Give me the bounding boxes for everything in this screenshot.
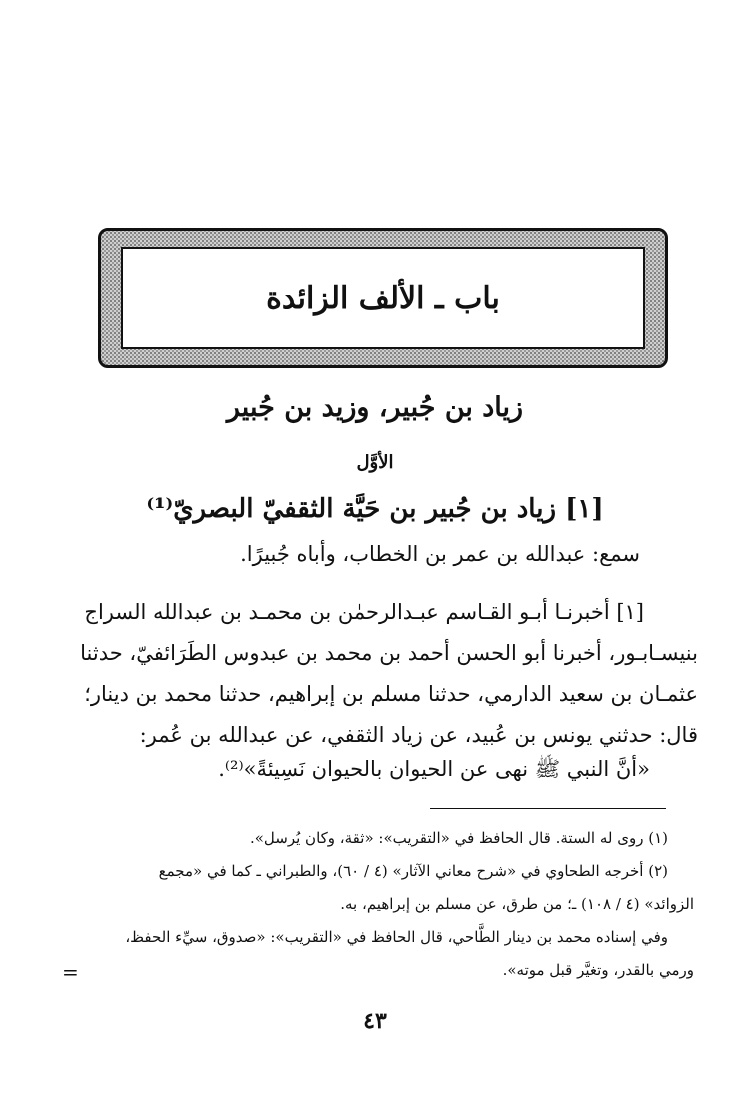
narration-line: بنيسـابـور، أخبرنا أبو الحسن أحمد بن محمد بن عبدوس الطَرَائفيّ، حدثنا [80, 641, 698, 665]
chapter-title-panel [121, 247, 645, 349]
hadith-text: «أنَّ النبي ﷺ نهى عن الحيوان بالحيوان نَسِيئةً»⁽²⁾. [218, 757, 650, 781]
narration-line: قال: حدثني يونس بن عُبيد، عن زياد الثقفي، عن عبدالله بن عُمر: [139, 723, 698, 747]
footnote-line: (٢) أخرجه الطحاوي في «شرح معاني الآثار» (٤ / ٦٠)، والطبراني ـ كما في «مجمع [158, 862, 668, 880]
footnote-line: وفي إسناده محمد بن دينار الطَّاحي، قال الحافظ في «التقريب»: «صدوق، سيِّء الحفظ، [125, 928, 668, 946]
section-heading: زياد بن جُبير، وزيد بن جُبير [226, 392, 524, 423]
footnote-line: الزوائد» (٤ / ١٠٨) ـ؛ من طرق، عن مسلم بن إبراهيم، به. [340, 895, 694, 913]
footnote-divider [430, 808, 666, 809]
narration-line: [١] أخبرنـا أبـو القـاسم عبـدالرحمٰن بن محمـد بن عبدالله السراج [84, 600, 644, 624]
continuation-mark: = [62, 960, 79, 984]
chapter-title: باب ـ الألف الزائدة [266, 280, 500, 316]
footnote-line: (١) روى له الستة. قال الحافظ في «التقريب»: «ثقة، وكان يُرسل». [249, 829, 668, 847]
heard-from-line: سمع: عبدالله بن عمر بن الخطاب، وأباه جُبيرًا. [240, 542, 640, 566]
narration-line: عثمـان بن سعيد الدارمي، حدثنا مسلم بن إبراهيم، حدثنا محمد بن دينار؛ [84, 682, 698, 706]
footnote-line: ورمي بالقدر، وتغيَّر قبل موته». [502, 961, 694, 979]
chapter-title-frame [98, 228, 668, 368]
narration-paragraph [52, 592, 698, 756]
subsection-label: الأوَّل [356, 452, 394, 473]
footnotes [72, 822, 694, 987]
entry-heading: [١] زياد بن جُبير بن حَيَّة الثقفيّ البصريّ⁽¹⁾ [146, 494, 604, 524]
page-number: ٤٣ [363, 1008, 387, 1034]
